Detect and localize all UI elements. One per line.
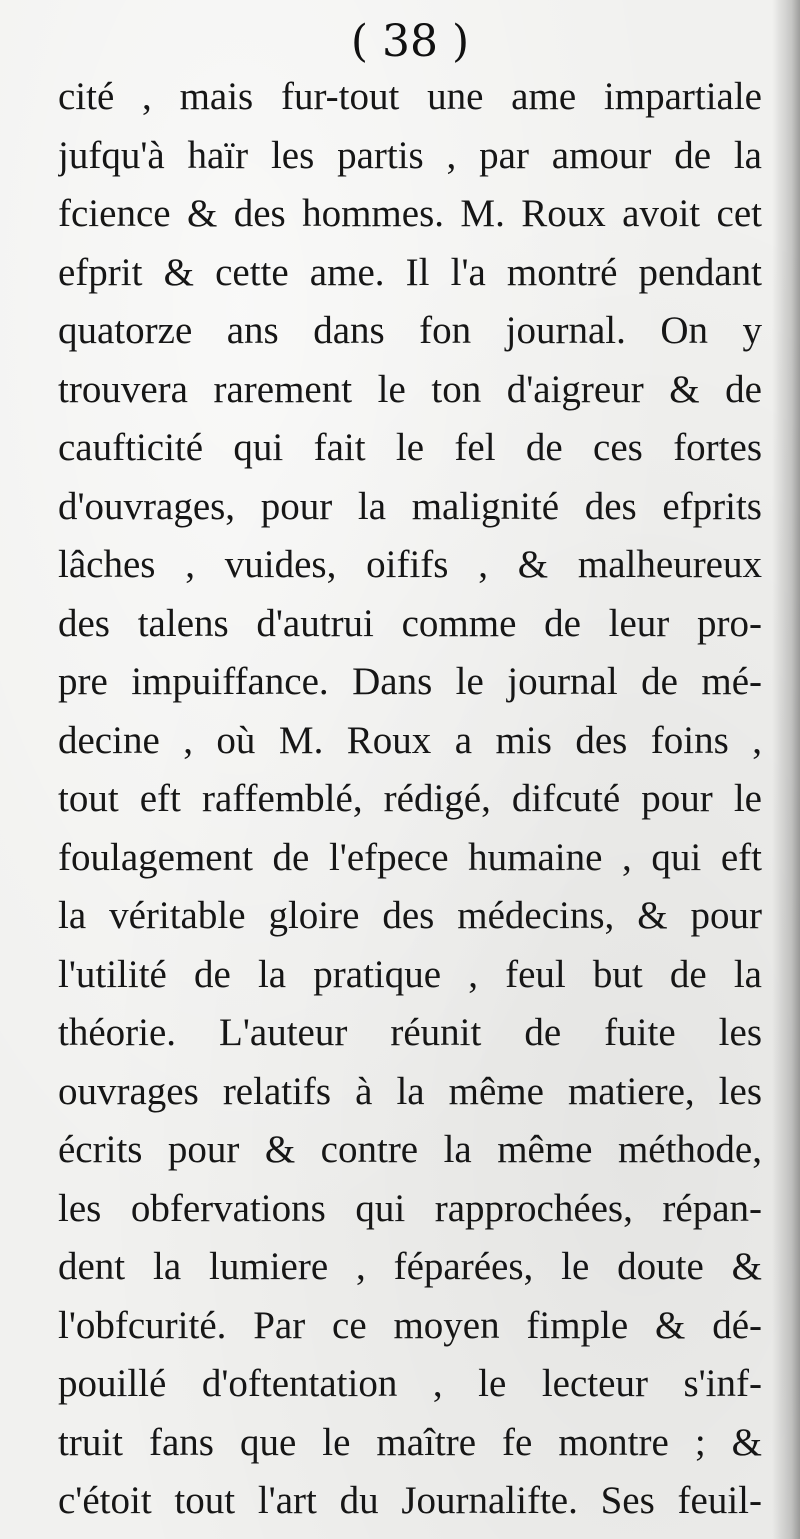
text-line: quatorze ans dans fon journal. On y (58, 309, 762, 352)
body-text (58, 68, 762, 1531)
text-line: efprit & cette ame. Il l'a montré pendant (58, 250, 762, 294)
text-line: jufqu'à haïr les partis , par amour de la (58, 133, 762, 177)
text-line: des talens d'autrui comme de leur pro- (58, 601, 762, 645)
text-line: les obfervations qui rapprochées, répan- (58, 1186, 762, 1230)
text-line: c'étoit tout l'art du Journalifte. Ses feuil- (58, 1479, 762, 1522)
text-line: lâches , vuides, oififs , & malheureux (58, 543, 762, 586)
text-line: écrits pour & contre la même méthode, (58, 1128, 762, 1171)
text-line: decine , où M. Roux a mis des foins , (58, 718, 762, 762)
text-line: ouvrages relatifs à la même matiere, les (58, 1069, 762, 1113)
text-line: fcience & des hommes. M. Roux avoit cet (58, 192, 762, 235)
text-line: la véritable gloire des médecins, & pour (58, 894, 762, 937)
text-line: pouillé d'oftentation , le lecteur s'inf- (58, 1362, 762, 1405)
page-edge-shadow (772, 0, 800, 1539)
text-line: théorie. L'auteur réunit de fuite les (58, 1011, 762, 1054)
text-line: truit fans que le maître fe montre ; & (58, 1420, 762, 1464)
text-line: d'ouvrages, pour la malignité des efprits (58, 484, 762, 528)
text-line: foulagement de l'efpece humaine , qui eft (58, 835, 762, 879)
text-line: l'utilité de la pratique , feul but de la (58, 952, 762, 996)
text-line: pre impuiffance. Dans le journal de mé- (58, 660, 762, 703)
page-number: ( 38 ) (350, 16, 470, 67)
text-line: caufticité qui fait le fel de ces fortes (58, 426, 762, 469)
text-line: tout eft raffemblé, rédigé, difcuté pour le (58, 777, 762, 820)
text-line: cité , mais fur-tout une ame impartiale (58, 75, 762, 118)
text-line: dent la lumiere , féparées, le doute & (58, 1245, 762, 1288)
text-line: l'obfcurité. Par ce moyen fimple & dé- (58, 1303, 762, 1347)
text-line: trouvera rarement le ton d'aigreur & de (58, 367, 762, 411)
